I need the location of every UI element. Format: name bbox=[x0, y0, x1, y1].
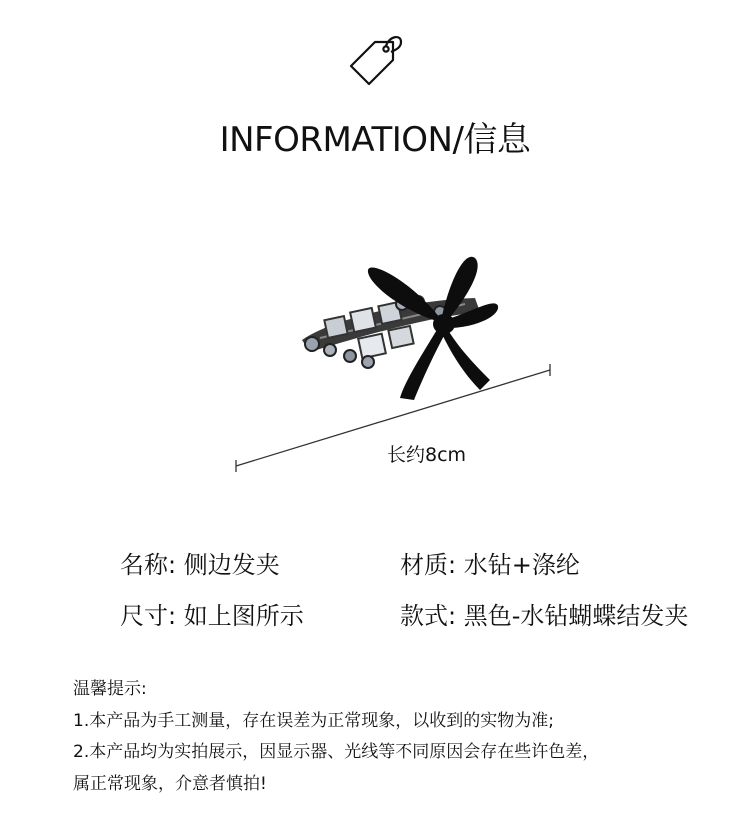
spec-name-label: 名称: bbox=[120, 551, 177, 579]
spec-name bbox=[120, 545, 280, 580]
notes-block bbox=[73, 674, 599, 800]
spec-size-value: 如上图所示 bbox=[183, 602, 304, 630]
spec-material bbox=[400, 545, 580, 580]
notes-heading: 温馨提示: bbox=[73, 679, 147, 699]
spec-style bbox=[400, 596, 688, 631]
spec-style-label: 款式: bbox=[400, 602, 457, 630]
spec-material-value: 水钻+涤纶 bbox=[463, 551, 580, 579]
notes-line-1: 1.本产品为手工测量，存在误差为正常现象，以收到的实物为准; bbox=[73, 710, 554, 731]
spec-material-label: 材质: bbox=[400, 551, 457, 579]
spec-size bbox=[120, 596, 304, 631]
spec-size-label: 尺寸: bbox=[120, 602, 177, 630]
spec-style-value: 黑色-水钻蝴蝶结发夹 bbox=[463, 602, 689, 630]
notes-line-2: 2.本产品均为实拍展示，因显示器、光线等不同原因会存在些许色差， bbox=[73, 742, 600, 762]
length-label: 长约8cm bbox=[387, 444, 467, 466]
price-tag-icon bbox=[345, 32, 407, 92]
page-title: INFORMATION/信息 bbox=[219, 120, 531, 160]
spec-name-value: 侧边发夹 bbox=[183, 551, 280, 579]
notes-line-3: 属正常现象，介意者慎拍! bbox=[73, 773, 267, 794]
